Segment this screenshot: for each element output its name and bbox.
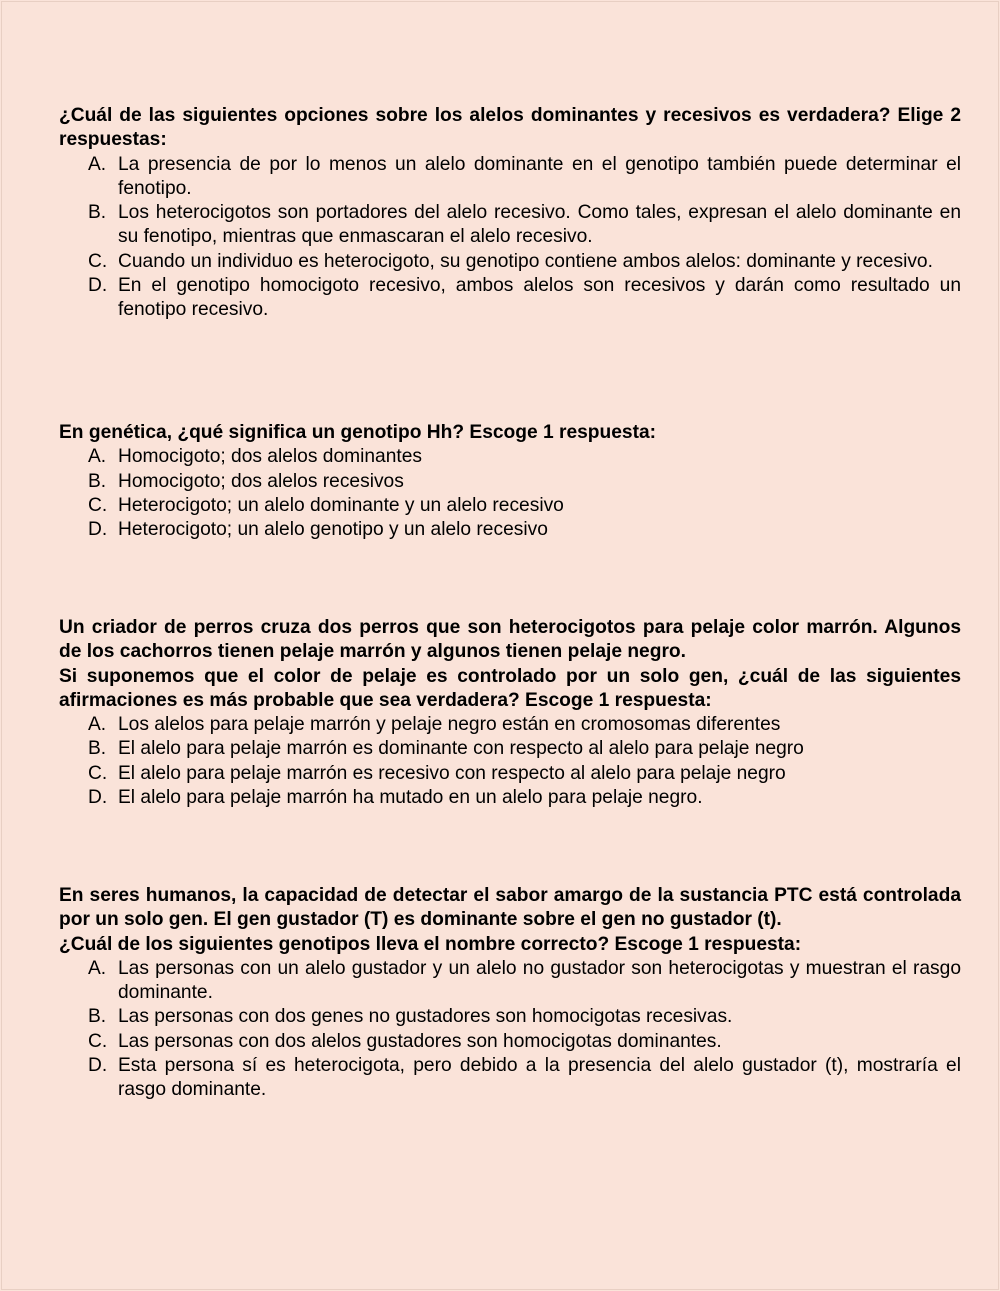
option-text: Las personas con dos genes no gustadores son homocigotas recesivas. (118, 1006, 733, 1028)
option-letter: C. (88, 494, 108, 516)
option-letter: D. (88, 1055, 108, 1077)
question-2-options (59, 445, 961, 542)
option-letter: D. (88, 275, 108, 297)
question-2 (59, 421, 961, 542)
question-1 (59, 104, 961, 323)
option-letter: C. (88, 250, 108, 272)
option-letter: A. (88, 957, 107, 979)
option-a (59, 957, 961, 1006)
option-c (59, 1030, 961, 1054)
option-letter: A. (88, 153, 107, 175)
question-3-options (59, 713, 961, 810)
option-letter: B. (88, 738, 107, 760)
option-text: En el genotipo homocigoto recesivo, ambos alelos son recesivos y darán como resultado un fenotipo recesivo. (118, 275, 961, 321)
question-stem-line: En seres humanos, la capacidad de detectar el sabor amargo de la sustancia PTC está controlada por un solo gen. El gen gustador (T) es dominante sobre el gen no gustador (t). (59, 885, 961, 931)
option-text: Los alelos para pelaje marrón y pelaje negro están en cromosomas diferentes (118, 714, 781, 736)
option-a (59, 713, 961, 737)
option-text: La presencia de por lo menos un alelo dominante en el genotipo también puede determinar el fenotipo. (118, 153, 961, 199)
question-4-options (59, 957, 961, 1103)
option-letter: C. (88, 1030, 108, 1052)
option-text: Esta persona sí es heterocigota, pero debido a la presencia del alelo gustador (t), mostraría el rasgo dominante. (118, 1055, 961, 1101)
option-text: Cuando un individuo es heterocigoto, su genotipo contiene ambos alelos: dominante y recesivo. (118, 250, 933, 272)
option-a (59, 153, 961, 202)
option-text: Heterocigoto; un alelo genotipo y un alelo recesivo (118, 519, 548, 541)
question-1-options (59, 153, 961, 323)
option-d (59, 518, 961, 542)
option-c (59, 762, 961, 786)
option-b (59, 201, 961, 250)
question-stem-line: ¿Cuál de las siguientes opciones sobre los alelos dominantes y recesivos es verdadera? Elige 2 respuestas: (59, 105, 961, 151)
option-text: Homocigoto; dos alelos dominantes (118, 446, 422, 468)
option-letter: D. (88, 787, 108, 809)
question-4 (59, 884, 961, 1103)
option-b (59, 1005, 961, 1029)
question-4-stem (59, 884, 961, 957)
option-text: Heterocigoto; un alelo dominante y un alelo recesivo (118, 494, 564, 516)
option-letter: C. (88, 762, 108, 784)
option-c (59, 494, 961, 518)
option-b (59, 470, 961, 494)
option-letter: A. (88, 446, 107, 468)
option-letter: B. (88, 470, 107, 492)
option-a (59, 445, 961, 469)
option-text: El alelo para pelaje marrón ha mutado en un alelo para pelaje negro. (118, 787, 703, 809)
option-d (59, 1054, 961, 1103)
option-letter: B. (88, 1006, 107, 1028)
option-text: El alelo para pelaje marrón es recesivo con respecto al alelo para pelaje negro (118, 762, 786, 784)
option-text: Los heterocigotos son portadores del alelo recesivo. Como tales, expresan el alelo dominante en su fenotipo, mientras que enmascaran el alelo recesivo. (118, 202, 961, 248)
question-2-stem (59, 421, 961, 445)
option-b (59, 737, 961, 761)
question-3 (59, 616, 961, 810)
option-text: Homocigoto; dos alelos recesivos (118, 470, 404, 492)
question-1-stem (59, 104, 961, 153)
question-stem-line: En genética, ¿qué significa un genotipo Hh? Escoge 1 respuesta: (59, 422, 657, 443)
question-stem-line: ¿Cuál de los siguientes genotipos lleva el nombre correcto? Escoge 1 respuesta: (59, 933, 802, 955)
option-text: Las personas con dos alelos gustadores son homocigotas dominantes. (118, 1030, 722, 1052)
option-text: El alelo para pelaje marrón es dominante con respecto al alelo para pelaje negro (118, 738, 804, 760)
option-d (59, 274, 961, 323)
option-c (59, 250, 961, 274)
option-letter: B. (88, 202, 107, 224)
option-text: Las personas con un alelo gustador y un alelo no gustador son heterocigotas y muestran el rasgo dominante. (118, 957, 961, 1004)
question-stem-line: Un criador de perros cruza dos perros que son heterocigotos para pelaje color marrón. Algunos de los cachorros tienen pelaje marrón y algunos tienen pelaje negro. (59, 617, 961, 663)
question-3-stem (59, 616, 961, 713)
option-letter: A. (88, 714, 107, 736)
option-d (59, 786, 961, 810)
option-letter: D. (88, 519, 108, 541)
question-stem-line: Si suponemos que el color de pelaje es controlado por un solo gen, ¿cuál de las siguientes afirmaciones es más probable que sea verdadera? Escoge 1 respuesta: (59, 665, 961, 711)
